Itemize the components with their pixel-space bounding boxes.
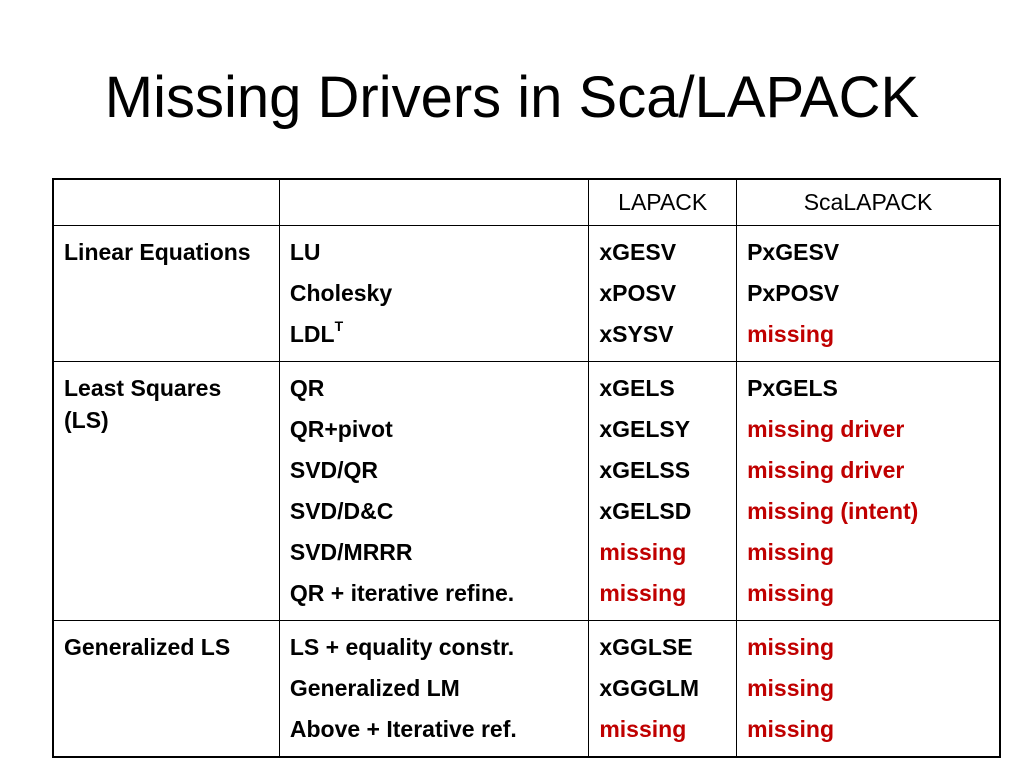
table-row [53,226,1000,362]
method-cell [279,362,588,621]
scalapack-routine: PxGESV [747,239,840,265]
lapack-routine: xSYSV [599,321,674,347]
scalapack-cell [737,621,1000,758]
scalapack-missing: missing [747,580,835,606]
table-header-row [53,179,1000,226]
method-label: QR+pivot [289,416,393,442]
scalapack-missing: missing [747,675,835,701]
table-row [53,621,1000,758]
lapack-cell [589,621,737,758]
table-row [53,362,1000,621]
lapack-routine: xGGLSE [599,634,693,660]
scalapack-cell [737,362,1000,621]
lapack-missing: missing [599,580,687,606]
page-title: Missing Drivers in Sca/LAPACK [104,65,920,130]
lapack-routine: xGELS [599,375,675,401]
scalapack-missing: missing [747,634,835,660]
lapack-routine: xGELSS [599,457,691,483]
header-cell-lapack: LAPACK [589,179,737,226]
lapack-cell [589,226,737,362]
method-text: LDL [289,321,335,347]
method-label: QR + iterative refine. [289,580,515,606]
method-label: LU [289,239,321,265]
lapack-missing: missing [599,539,687,565]
method-label: LS + equality constr. [289,634,515,660]
method-label: SVD/MRRR [289,539,413,565]
header-cell-category [53,179,279,226]
header-cell-scalapack: ScaLAPACK [737,179,1000,226]
lapack-routine: xGELSY [599,416,691,442]
category-cell: Generalized LS [53,621,279,758]
method-cell [279,621,588,758]
header-cell-method [279,179,588,226]
method-label: QR [289,375,325,401]
lapack-routine: xGESV [599,239,677,265]
method-label [290,314,578,355]
scalapack-missing: missing [747,716,835,742]
scalapack-missing: missing (intent) [747,498,919,524]
lapack-routine: xGELSD [599,498,692,524]
method-cell [279,226,588,362]
scalapack-routine: PxGELS [747,375,838,401]
lapack-cell [589,362,737,621]
lapack-routine: xPOSV [599,280,677,306]
method-superscript: T [334,318,344,335]
scalapack-routine: PxPOSV [747,280,840,306]
scalapack-missing: missing driver [747,416,905,442]
method-label: SVD/QR [289,457,379,483]
drivers-table [52,178,1001,758]
method-label: SVD/D&C [289,498,394,524]
lapack-routine: xGGGLM [599,675,699,701]
scalapack-cell [737,226,1000,362]
lapack-missing: missing [599,716,687,742]
scalapack-missing: missing driver [747,457,905,483]
method-label: Generalized LM [289,675,460,701]
category-cell: Linear Equations [53,226,279,362]
scalapack-missing: missing [747,539,835,565]
category-cell: Least Squares (LS) [53,362,279,621]
method-label: Cholesky [289,280,393,306]
method-label: Above + Iterative ref. [289,716,517,742]
scalapack-missing: missing [747,321,835,347]
